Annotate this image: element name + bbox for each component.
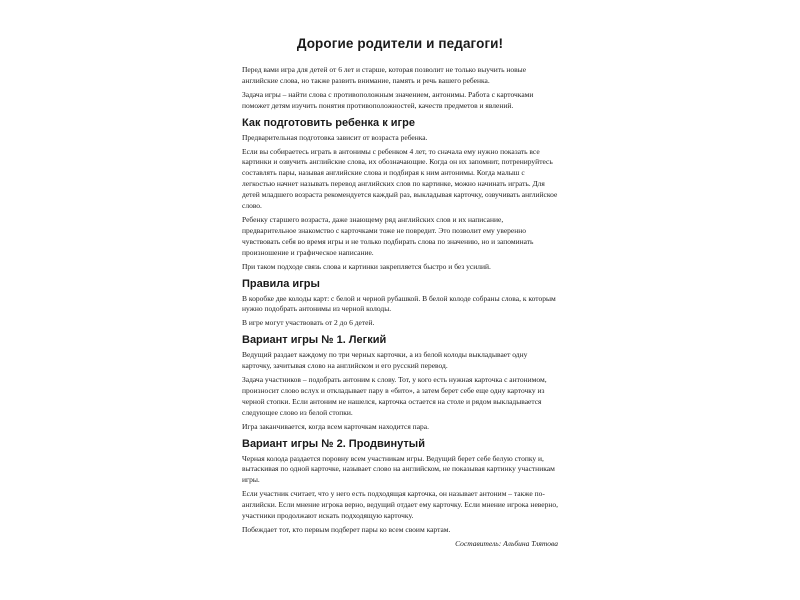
paragraph: Ребенку старшего возраста, даже знающему ряд английских слов и их написание, предварительное знакомство с карточками тоже не повредит. Это позволит ему уверенно чувствовать себя во время игры и не только подбирать слова по значению, но и запоминать произношение и графическое написание. <box>242 214 534 257</box>
paragraph: Задача игры – найти слова с противоположным значением, антонимы. Работа с карточками поможет детям изучить понятия противоположностей, качеств предметов и явлений. <box>242 89 534 110</box>
paragraph: Если вы собираетесь играть в антонимы с ребенком 4 лет, то сначала ему нужно показать все картинки и озвучить английские слова, их обозначающие. Когда он их запомнит, потренируйтесь составлять пары, называя английские слова и подбирая к ним антонимы. Когда малыш с легкостью начнет называть перевод английских слов по картинке, можно начинать играть. Для детей младшего возраста рекомендуется каждый раз, выкладывая карточку, озвучивать английское слово. <box>242 146 558 211</box>
paragraph: В коробке две колоды карт: с белой и черной рубашкой. В белой колоде собраны слова, к которым нужно подобрать антонимы из черной колоды. <box>242 293 556 314</box>
document-page <box>242 36 558 548</box>
rules-section <box>242 278 558 330</box>
variant2-section <box>242 438 558 536</box>
paragraph: Задача участников – подобрать антоним к слову. Тот, у кого есть нужная карточка с антонимом, произносит слово вслух и откладывает пару в «бито», а затем берет себе еще одну карточку из черной стопки. Если антоним не нашелся, карточка остается на столе и рядом выкладывается следующее слово из белой стопки. <box>242 375 547 417</box>
section-heading: Вариант игры № 2. Продвинутый <box>242 437 425 450</box>
paragraph: Если участник считает, что у него есть подходящая карточка, он называет антоним – также по-английски. Если мнение игрока верно, ведущий отдает ему карточку. Если мнение игрока неверно, участники продолжают искать подходящую карточку. <box>242 489 558 521</box>
section-heading: Как подготовить ребенка к игре <box>242 116 415 129</box>
paragraph: Перед вами игра для детей от 6 лет и старше, которая позволит не только выучить новые английские слова, но также развить внимание, память и речь вашего ребенка. <box>242 65 527 85</box>
paragraph: В игре могут участвовать от 2 до 6 детей. <box>242 318 375 328</box>
section-heading: Правила игры <box>242 277 320 290</box>
intro-section <box>242 65 558 112</box>
paragraph: При таком подходе связь слова и картинки закрепляется быстро и без усилий. <box>242 261 491 271</box>
paragraph: Ведущий раздает каждому по три черных карточки, а из белой колоды выкладывает одну карточку, зачитывая слово на английском и его русский перевод. <box>242 350 528 371</box>
paragraph: Черная колода раздается поровну всем участникам игры. Ведущий берет себе белую стопку и, вытаскивая по одной карточке, называет слово на английском, не показывая картинку участникам игры. <box>242 453 555 485</box>
paragraph: Предварительная подготовка зависит от возраста ребенка. <box>242 132 428 142</box>
author-signature: Составитель: Альбина Тлятова <box>455 538 558 548</box>
paragraph: Побеждает тот, кто первым подберет пары ко всем своим картам. <box>242 525 451 534</box>
prep-section <box>242 117 558 273</box>
section-heading: Вариант игры № 1. Легкий <box>242 334 387 347</box>
variant1-section <box>242 334 558 432</box>
paragraph: Игра заканчивается, когда всем карточкам находится пара. <box>242 421 429 431</box>
page-title: Дорогие родители и педагоги! <box>296 36 504 51</box>
